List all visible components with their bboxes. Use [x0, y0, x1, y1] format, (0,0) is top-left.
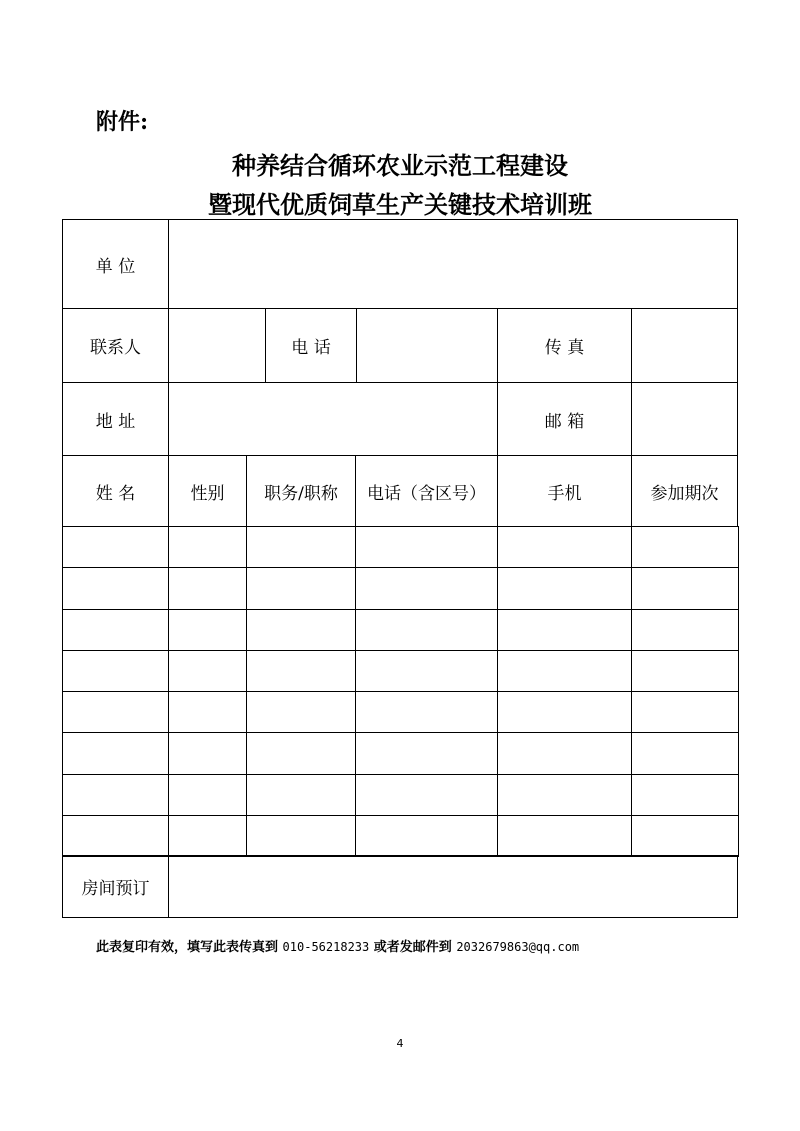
table-cell[interactable] — [168, 609, 247, 651]
table-cell[interactable] — [355, 609, 498, 651]
table-cell[interactable] — [355, 567, 498, 609]
table-cell[interactable] — [62, 650, 169, 692]
table-cell[interactable] — [631, 526, 739, 568]
address-field[interactable] — [168, 382, 498, 456]
page-number: 4 — [396, 1037, 404, 1050]
col-header-title: 职务/职称 — [246, 455, 356, 527]
unit-field[interactable] — [168, 219, 738, 309]
table-cell[interactable] — [631, 650, 739, 692]
table-cell[interactable] — [168, 732, 247, 774]
table-cell[interactable] — [62, 609, 169, 651]
page-title-line2: 暨现代优质饲草生产关键技术培训班 — [208, 190, 592, 219]
table-cell[interactable] — [355, 650, 498, 692]
registration-form — [62, 219, 738, 918]
table-cell[interactable] — [355, 526, 498, 568]
address-label: 地 址 — [62, 382, 169, 456]
table-cell[interactable] — [497, 691, 632, 733]
table-cell[interactable] — [497, 609, 632, 651]
table-cell[interactable] — [631, 732, 739, 774]
table-cell[interactable] — [497, 567, 632, 609]
table-cell[interactable] — [168, 650, 247, 692]
phone-label: 电 话 — [265, 308, 357, 383]
col-header-phone: 电话（含区号） — [355, 455, 498, 527]
table-cell[interactable] — [497, 774, 632, 816]
attachment-label: 附件: — [96, 109, 149, 135]
table-cell[interactable] — [168, 526, 247, 568]
table-cell[interactable] — [631, 609, 739, 651]
table-cell[interactable] — [497, 650, 632, 692]
table-cell[interactable] — [497, 732, 632, 774]
table-cell[interactable] — [631, 691, 739, 733]
unit-label: 单 位 — [62, 219, 169, 309]
table-cell[interactable] — [497, 815, 632, 857]
table-cell[interactable] — [62, 691, 169, 733]
table-cell[interactable] — [355, 774, 498, 816]
phone-field[interactable] — [356, 308, 498, 383]
contact-field[interactable] — [168, 308, 266, 383]
table-cell[interactable] — [62, 732, 169, 774]
table-cell[interactable] — [246, 609, 356, 651]
footer-note: 此表复印有效，填写此表传真到 010-56218233 或者发邮件到 2032679863@qq.com — [96, 940, 580, 955]
table-cell[interactable] — [355, 691, 498, 733]
table-cell[interactable] — [355, 732, 498, 774]
email-address[interactable]: 2032679863@qq.com — [456, 940, 580, 954]
col-header-gender: 性别 — [168, 455, 247, 527]
fax-field[interactable] — [631, 308, 738, 383]
col-header-mobile: 手机 — [497, 455, 632, 527]
table-cell[interactable] — [168, 774, 247, 816]
table-cell[interactable] — [62, 815, 169, 857]
table-cell[interactable] — [631, 815, 739, 857]
table-cell[interactable] — [246, 691, 356, 733]
table-cell[interactable] — [246, 650, 356, 692]
email-label: 邮 箱 — [497, 382, 632, 456]
table-cell[interactable] — [246, 774, 356, 816]
table-cell[interactable] — [631, 567, 739, 609]
table-cell[interactable] — [168, 567, 247, 609]
table-cell[interactable] — [631, 774, 739, 816]
table-cell[interactable] — [246, 526, 356, 568]
col-header-session: 参加期次 — [631, 455, 738, 527]
room-label: 房间预订 — [62, 855, 169, 918]
email-field[interactable] — [631, 382, 738, 456]
table-cell[interactable] — [168, 815, 247, 857]
fax-number: 010-56218233 — [282, 940, 370, 954]
table-cell[interactable] — [246, 815, 356, 857]
table-cell[interactable] — [168, 691, 247, 733]
table-cell[interactable] — [246, 732, 356, 774]
contact-label: 联系人 — [62, 308, 169, 383]
table-cell[interactable] — [62, 774, 169, 816]
table-cell[interactable] — [497, 526, 632, 568]
table-cell[interactable] — [62, 526, 169, 568]
fax-label: 传 真 — [497, 308, 632, 383]
col-header-name: 姓 名 — [62, 455, 169, 527]
room-field[interactable] — [168, 855, 738, 918]
table-cell[interactable] — [355, 815, 498, 857]
table-cell[interactable] — [62, 567, 169, 609]
table-cell[interactable] — [246, 567, 356, 609]
page-title-line1: 种养结合循环农业示范工程建设 — [232, 151, 568, 180]
